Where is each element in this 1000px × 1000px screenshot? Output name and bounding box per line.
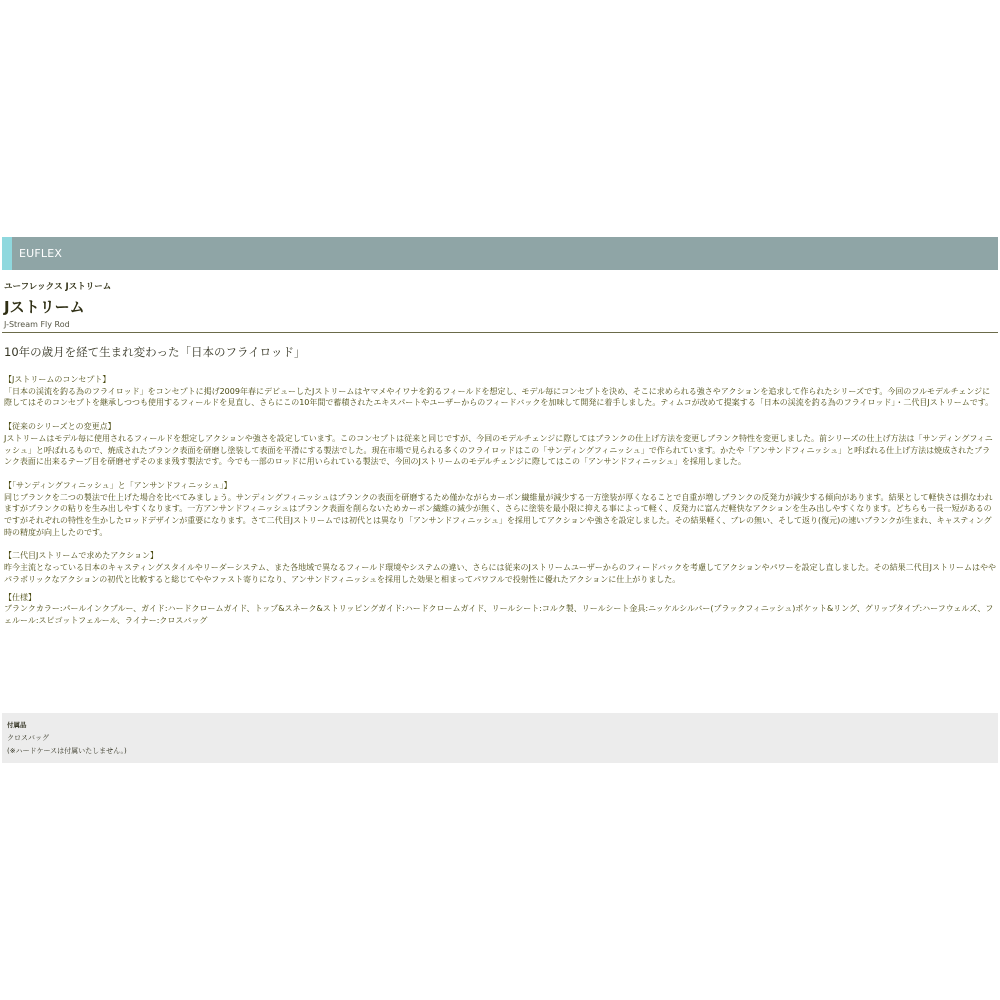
section-body: 昨今主流となっている日本のキャスティングスタイルやリーダーシステム、また各地域で異なるフィールド環境やシステムの違い、さらには従来のJストリームユーザーからのフィードバックを考慮してアクションやパワーを設定し直しました。その結果二代目Jストリームはややパラボリックなアクションの初代と比較すると総じてややファスト寄りになり、アンサンドフィニッシュを採用した効果と相まってパワフルで投射性に優れたアクションに仕上がりました。 bbox=[4, 563, 996, 584]
section-body: 同じブランクを二つの製法で仕上げた場合を比べてみましょう。サンディングフィニッシュはブランクの表面を研磨するため僅かながらカーボン繊維量が減少する一方塗装が厚くなることで自重が増しブランクの反発力が減少する傾向があります。結果として軽快さは損なわれますがブランクの粘りを生み出しやすくなります。一方アンサンドフィニッシュはブランク表面を削らないためカーボン繊維の減少が無く、さらに塗装を最小限に抑える事によって軽く、反発力に富んだ軽快なアクションを生み出しやすくなります。どちらも一長一短があるのですがそれぞれの特性を生かしたロッドデザインが重要になります。さて二代目Jストリームでは初代とは異なり「アンサンドフィニッシュ」を採用してアクションや強さを設定しました。その結果軽く、ブレの無い、そして返り(復元)の速いブランクが生まれ、キャスティング時の精度が向上したのです。 bbox=[4, 492, 993, 537]
product-headline: 10年の歳月を経て生まれ変わった「日本のフライロッド」 bbox=[4, 345, 306, 359]
brand-header-bar bbox=[2, 237, 998, 270]
product-title: Jストリーム bbox=[4, 298, 85, 316]
section-title: 【Jストリームのコンセプト】 bbox=[4, 375, 111, 384]
product-subtitle: J-Stream Fly Rod bbox=[4, 320, 70, 329]
section-changes bbox=[4, 421, 998, 468]
section-body: 「日本の渓流を釣る為のフライロッド」をコンセプトに掲げ2009年春にデビューしたJストリームはヤマメやイワナを釣るフィールドを想定し、モデル毎にコンセプトを決め、そこに求められる強さやアクションを追求して作られたシリーズです。今回のフルモデルチェンジに際してはそのコンセプトを継承しつつも使用するフィールドを見直し、さらにこの10年間で蓄積されたエキスパートやユーザーからのフィードバックを加味して開発に着手しました。ティムコが改めて提案する「日本の渓流を釣る為のフライロッド」・二代目Jストリームです。 bbox=[4, 386, 994, 408]
section-body: ブランクカラー:パールインクブルー、ガイド:ハードクロームガイド、トップ&スネーク&ストリッピングガイド:ハードクロームガイド、リールシート:コルク製、リールシート金具:ニッケルシルバー(ブラックフィニッシュ)ポケット&リング、グリップタイプ:ハーフウェルズ、フェルール:スピゴットフェルール、ライナー:クロスバッグ bbox=[4, 604, 994, 625]
series-label: ユーフレックス Jストリーム bbox=[4, 282, 112, 292]
brand-name: EUFLEX bbox=[19, 247, 63, 260]
section-title: 【「サンディングフィニッシュ」と「アンサンドフィニッシュ」】 bbox=[4, 480, 232, 490]
brand-accent-stripe bbox=[2, 237, 12, 270]
accessories-item: クロスバッグ bbox=[7, 734, 49, 742]
section-finish-comparison bbox=[4, 480, 998, 539]
section-title: 【二代目Jストリームで求めたアクション】 bbox=[4, 551, 158, 561]
section-concept bbox=[4, 374, 998, 409]
section-title: 【仕様】 bbox=[4, 592, 36, 602]
accessories-note: (※ハードケースは付属いたしません。) bbox=[7, 747, 127, 755]
accessories-box bbox=[2, 713, 998, 763]
accessories-title: 付属品 bbox=[7, 721, 27, 729]
title-divider bbox=[2, 332, 998, 333]
section-title: 【従来のシリーズとの変更点】 bbox=[4, 422, 116, 432]
section-specs bbox=[4, 592, 998, 627]
section-action bbox=[4, 550, 998, 585]
section-body: Jストリームはモデル毎に使用されるフィールドを想定しアクションや強さを設定しています。このコンセプトは従来と同じですが、今回のモデルチェンジに際してはブランクの仕上げ方法を変更しブランク特性を変更しました。前シリーズの仕上げ方法は「サンディングフィニッシュ」と呼ばれるもので、焼成されたブランク表面を研磨し塗装して表面を平滑にする製法でした。現在市場で見られる多くのフライロッドはこの「サンディングフィニッシュ」で作られています。かたや「アンサンドフィニッシュ」と呼ばれる仕上げ方法は焼成されたブランク表面に出来るテープ目を研磨せずそのまま残す製法です。今でも一部のロッドに用いられている製法で、今回のJストリームのモデルチェンジに際してはこの「アンサンドフィニッシュ」を採用しました。 bbox=[4, 433, 993, 467]
product-page bbox=[2, 237, 998, 627]
